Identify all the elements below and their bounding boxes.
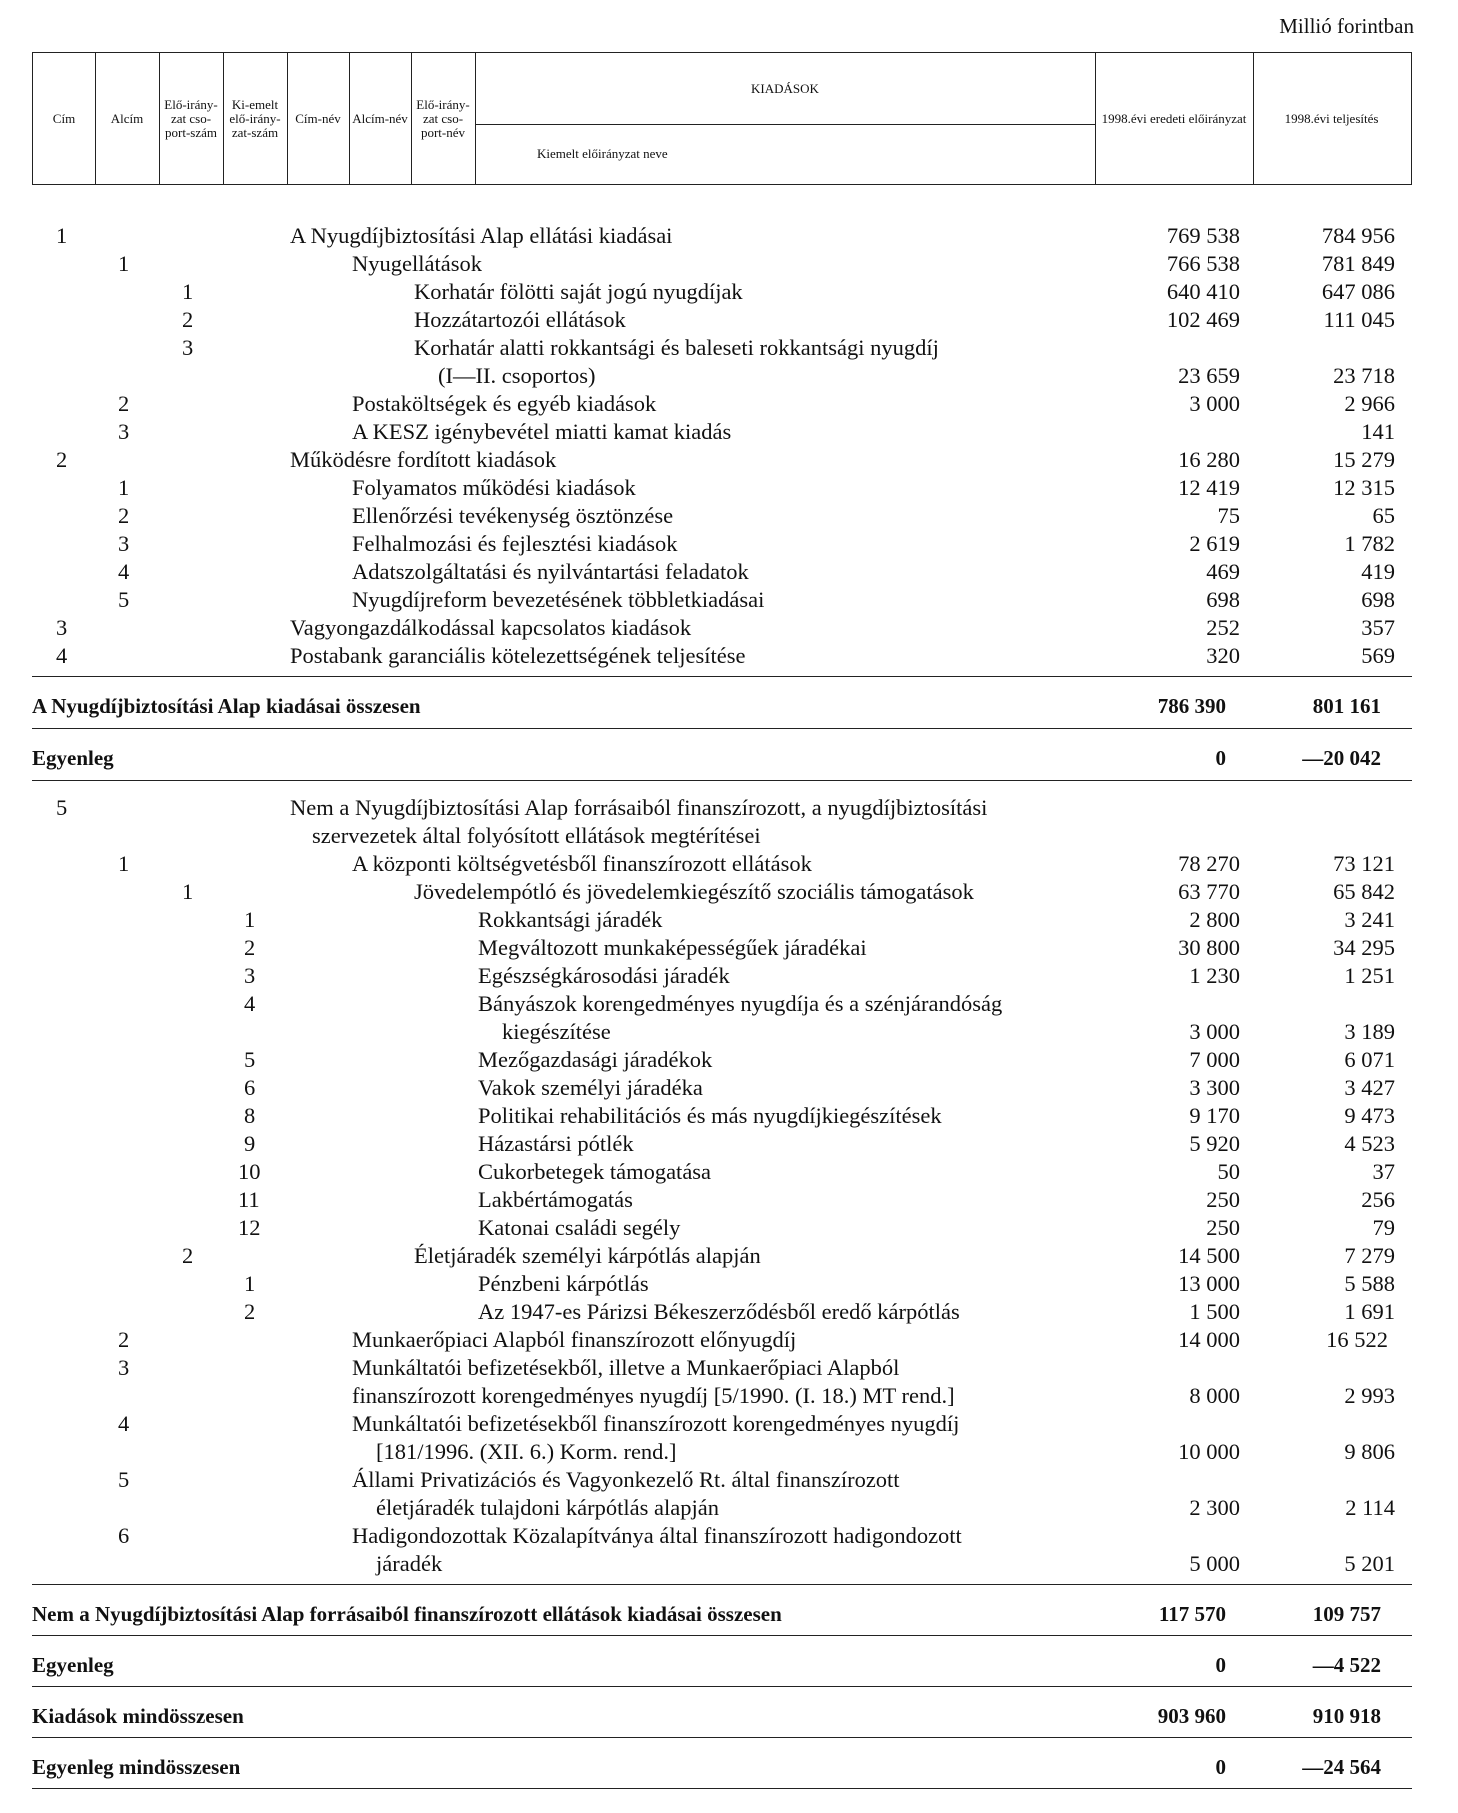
row-label: szervezetek által folyósított ellátások megtérítései [312,823,761,848]
row-value-eredeti: 1 500 [1189,1299,1240,1324]
balance-row [32,728,1412,778]
total-value-eredeti: 786 390 [1157,694,1226,718]
row-label: Cukorbetegek támogatása [478,1159,712,1184]
rule [32,780,1412,781]
row-label: Ellenőrzési tevékenység ösztönzése [352,503,674,528]
row-value-teljesites: 698 [1361,587,1395,612]
row-value-eredeti: 30 800 [1178,935,1240,960]
row-value-eredeti: 252 [1206,615,1240,640]
row-label: Pénzbeni kárpótlás [478,1271,649,1296]
row-number: 3 [118,531,130,556]
row-number: 8 [244,1103,256,1128]
row-value-eredeti: 14 000 [1178,1327,1240,1352]
row-number: 3 [56,615,68,640]
table-row [0,794,1458,822]
row-label: (I—II. csoportos) [438,363,596,388]
row-label: Állami Privatizációs és Vagyonkezelő Rt. által finanszírozott [352,1467,900,1492]
row-value-teljesites: 569 [1361,643,1395,668]
row-number: 1 [244,1271,256,1296]
row-value-eredeti: 1 230 [1189,963,1240,988]
row-value-teljesites: 2 966 [1344,391,1395,416]
total-row [32,1584,1412,1634]
row-label: Munkáltatói befizetésekből finanszírozott korengedményes nyugdíj [352,1411,960,1436]
row-value-eredeti: 2 800 [1189,907,1240,932]
table-row [0,642,1458,670]
table-row [0,962,1458,990]
row-value-eredeti: 766 538 [1166,251,1240,276]
rule [32,1788,1412,1789]
row-value-eredeti: 3 000 [1189,391,1240,416]
row-number: 2 [244,935,256,960]
row-label: Munkaerőpiaci Alapból finanszírozott előnyugdíj [352,1327,797,1352]
row-value-eredeti: 102 469 [1166,307,1240,332]
row-value-eredeti: 250 [1206,1215,1240,1240]
row-label: Nyugellátások [352,251,482,276]
table-row [0,1186,1458,1214]
header-teljesites: 1998.évi teljesítés [1284,110,1379,126]
row-number: 1 [182,879,194,904]
row-label: Folyamatos működési kiadások [352,475,636,500]
table-row [0,878,1458,906]
grand-balance-value-eredeti: 0 [1215,1755,1226,1779]
row-value-teljesites: 1 782 [1344,531,1395,556]
row-value-eredeti: 469 [1206,559,1240,584]
row-value-teljesites: 111 045 [1323,307,1395,332]
row-value-eredeti: 698 [1206,587,1240,612]
balance-value-teljesites: —4 522 [1312,1653,1381,1677]
grand-total-value-teljesites: 910 918 [1312,1704,1381,1728]
table-row [0,334,1458,362]
header-eloiranyzat-csoportnev: Elő-irány-zat cso-port-név [411,53,476,184]
row-number: 11 [238,1187,260,1212]
row-number: 2 [56,447,68,472]
table-header [32,52,1412,185]
total-value-teljesites: 109 757 [1312,1602,1381,1626]
balance-label: Egyenleg [32,746,114,770]
row-label: A KESZ igénybevétel miatti kamat kiadás [352,419,732,444]
table-row [0,558,1458,586]
table-row [0,1298,1458,1326]
row-value-eredeti: 5 920 [1189,1131,1240,1156]
row-value-teljesites: 784 956 [1321,223,1395,248]
row-label: Megváltozott munkaképességűek járadékai [478,935,867,960]
table-row [0,1354,1458,1382]
row-number: 12 [238,1215,261,1240]
table-row [0,1074,1458,1102]
table-row [0,1410,1458,1438]
header-alcimnev: Alcím-név [349,53,412,184]
row-value-teljesites: 141 [1361,419,1395,444]
row-value-eredeti: 2 619 [1189,531,1240,556]
row-label: Életjáradék személyi kárpótlás alapján [414,1243,761,1268]
row-number: 2 [118,1327,130,1352]
row-label: Bányászok korengedményes nyugdíja és a szénjárandóság [478,991,1003,1016]
table-row [0,1522,1458,1550]
row-label: Az 1947-es Párizsi Békeszerződésből eredő kárpótlás [478,1299,960,1324]
row-value-teljesites: 37 [1372,1159,1395,1184]
table-row [0,906,1458,934]
row-number: 2 [182,307,194,332]
table-row [0,1550,1458,1578]
table-row [0,1494,1458,1522]
row-value-eredeti: 3 000 [1189,1019,1240,1044]
row-label: Postaköltségek és egyéb kiadások [352,391,657,416]
row-number: 2 [244,1299,256,1324]
row-number: 2 [118,503,130,528]
balance-label: Egyenleg [32,1653,114,1677]
row-label: kiegészítése [502,1019,611,1044]
row-number: 3 [244,963,256,988]
table-row [0,502,1458,530]
row-label: Vakok személyi járadéka [478,1075,703,1100]
balance-row [32,1635,1412,1685]
table-row [0,1326,1458,1354]
table-row [0,850,1458,878]
row-value-eredeti: 63 770 [1178,879,1240,904]
row-value-eredeti: 12 419 [1178,475,1240,500]
header-kiemelt-eloiranyzat: Ki-emelt elő-irány-zat-szám [223,53,288,184]
table-row [0,250,1458,278]
table-row [0,822,1458,850]
row-value-teljesites: 9 473 [1344,1103,1395,1128]
row-number: 5 [244,1047,256,1072]
header-eredeti-eloiranyzat: 1998.évi eredeti előirányzat [1095,53,1254,184]
row-value-eredeti: 640 410 [1166,279,1240,304]
table-row [0,530,1458,558]
row-label: Munkáltatói befizetésekből, illetve a Munkaerőpiaci Alapból [352,1355,900,1380]
row-value-eredeti: 320 [1206,643,1240,668]
table-row [0,390,1458,418]
balance-value-teljesites: —20 042 [1302,746,1381,770]
table-row [0,222,1458,250]
row-value-teljesites: 2 114 [1345,1495,1395,1520]
row-value-teljesites: 7 279 [1344,1243,1395,1268]
table-row [0,306,1458,334]
row-label: életjáradék tulajdoni kárpótlás alapján [376,1495,719,1520]
row-label: A Nyugdíjbiztosítási Alap ellátási kiadásai [290,223,673,248]
total-label: Nem a Nyugdíjbiztosítási Alap forrásaiból finanszírozott ellátások kiadásai összesen [32,1602,782,1626]
row-number: 1 [118,851,130,876]
row-label: Mezőgazdasági járadékok [478,1047,713,1072]
row-value-teljesites: 5 588 [1344,1271,1395,1296]
row-value-eredeti: 78 270 [1178,851,1240,876]
row-label: Egészségkárosodási járadék [478,963,730,988]
row-number: 6 [118,1523,130,1548]
table-row [0,1270,1458,1298]
table-row [0,1018,1458,1046]
row-value-eredeti: 16 280 [1178,447,1240,472]
row-value-eredeti: 769 538 [1166,223,1240,248]
row-label: finanszírozott korengedményes nyugdíj [5/1990. (I. 18.) MT rend.] [352,1383,955,1408]
header-eloiranyzat-csoport: Elő-irány-zat cso-port-szám [159,53,224,184]
row-label: Nem a Nyugdíjbiztosítási Alap forrásaiból finanszírozott, a nyugdíjbiztosítási [290,795,988,820]
row-value-eredeti: 8 000 [1189,1383,1240,1408]
table-row [0,1242,1458,1270]
table-row [0,418,1458,446]
total-row [32,676,1412,726]
row-label: Korhatár fölötti saját jogú nyugdíjak [414,279,743,304]
total-value-eredeti: 117 570 [1158,1602,1226,1626]
row-value-eredeti: 13 000 [1178,1271,1240,1296]
grand-total-row [32,1686,1412,1736]
balance-value-eredeti: 0 [1215,1653,1226,1677]
row-number: 1 [56,223,68,248]
row-value-teljesites: 256 [1361,1187,1395,1212]
row-label: Hozzátartozói ellátások [414,307,626,332]
row-value-teljesites: 79 [1372,1215,1395,1240]
row-label: Korhatár alatti rokkantsági és baleseti rokkantsági nyugdíj [414,335,939,360]
row-number: 6 [244,1075,256,1100]
row-value-teljesites: 73 121 [1333,851,1395,876]
row-label: Rokkantsági járadék [478,907,663,932]
table-row [0,586,1458,614]
row-number: 5 [118,587,130,612]
row-value-teljesites: 3 189 [1344,1019,1395,1044]
row-number: 5 [118,1467,130,1492]
row-label: Hadigondozottak Közalapítványa által finanszírozott hadigondozott [352,1523,962,1548]
row-value-teljesites: 3 427 [1344,1075,1395,1100]
row-number: 3 [118,1355,130,1380]
row-value-eredeti: 250 [1206,1187,1240,1212]
row-value-teljesites: 12 315 [1333,475,1395,500]
row-value-eredeti: 9 170 [1189,1103,1240,1128]
table-row [0,1466,1458,1494]
row-value-teljesites: 5 201 [1344,1551,1395,1576]
row-value-teljesites: 16 522 [1326,1327,1388,1352]
table-row [0,362,1458,390]
row-value-teljesites: 357 [1361,615,1395,640]
row-value-eredeti: 5 000 [1189,1551,1240,1576]
row-label: Jövedelempótló és jövedelemkiegészítő szociális támogatások [414,879,974,904]
row-value-teljesites: 65 842 [1333,879,1395,904]
row-value-teljesites: 647 086 [1321,279,1395,304]
header-alcim: Alcím [95,53,160,184]
row-value-teljesites: 65 [1372,503,1395,528]
row-value-teljesites: 4 523 [1344,1131,1395,1156]
row-label: Nyugdíjreform bevezetésének többletkiadásai [352,587,765,612]
row-number: 4 [244,991,256,1016]
row-value-eredeti: 23 659 [1178,363,1240,388]
row-number: 5 [56,795,68,820]
table-row [0,614,1458,642]
row-label: Működésre fordított kiadások [290,447,557,472]
row-number: 3 [182,335,194,360]
row-value-teljesites: 9 806 [1344,1439,1395,1464]
row-value-teljesites: 781 849 [1321,251,1395,276]
row-label: Lakbértámogatás [478,1187,633,1212]
row-value-eredeti: 10 000 [1178,1439,1240,1464]
row-number: 1 [244,907,256,932]
grand-total-label: Kiadások mindösszesen [32,1704,244,1728]
row-label: Politikai rehabilitációs és más nyugdíjkiegészítések [478,1103,942,1128]
row-value-teljesites: 6 071 [1344,1047,1395,1072]
row-number: 1 [118,251,130,276]
row-label: Vagyongazdálkodással kapcsolatos kiadások [290,615,692,640]
table-row [0,1214,1458,1242]
table-row [0,1438,1458,1466]
balance-value-eredeti: 0 [1215,746,1226,770]
row-label: A központi költségvetésből finanszírozott ellátások [352,851,812,876]
row-value-teljesites: 419 [1361,559,1395,584]
table-row [0,1382,1458,1410]
row-value-eredeti: 2 300 [1189,1495,1240,1520]
row-label: Felhalmozási és fejlesztési kiadások [352,531,678,556]
row-label: Házastársi pótlék [478,1131,634,1156]
row-number: 1 [182,279,194,304]
grand-total-value-eredeti: 903 960 [1157,1704,1226,1728]
row-value-teljesites: 1 691 [1344,1299,1395,1324]
row-number: 9 [244,1131,256,1156]
header-kiadasok: KIADÁSOK [475,53,1095,125]
row-value-teljesites: 1 251 [1344,963,1395,988]
row-value-eredeti: 14 500 [1178,1243,1240,1268]
table-row [0,1102,1458,1130]
row-value-teljesites: 15 279 [1333,447,1395,472]
grand-balance-label: Egyenleg mindösszesen [32,1755,241,1779]
unit-label: Millió forintban [1279,14,1414,38]
row-value-eredeti: 75 [1217,503,1240,528]
row-number: 1 [118,475,130,500]
row-label: járadék [376,1551,443,1576]
table-row [0,278,1458,306]
header-cimnev: Cím-név [287,53,350,184]
table-row [0,474,1458,502]
table-row [0,1046,1458,1074]
row-label: Adatszolgáltatási és nyilvántartási feladatok [352,559,749,584]
row-number: 3 [118,419,130,444]
table-row [0,990,1458,1018]
row-value-eredeti: 7 000 [1189,1047,1240,1072]
row-label: [181/1996. (XII. 6.) Korm. rend.] [376,1439,677,1464]
total-label: A Nyugdíjbiztosítási Alap kiadásai összesen [32,694,421,718]
row-number: 4 [118,1411,130,1436]
row-label: Postabank garanciális kötelezettségének teljesítése [290,643,746,668]
row-number: 10 [238,1159,261,1184]
row-value-eredeti: 50 [1217,1159,1240,1184]
row-number: 2 [182,1243,194,1268]
row-number: 4 [118,559,130,584]
table-row [0,1130,1458,1158]
row-value-teljesites: 23 718 [1333,363,1395,388]
header-cim: Cím [33,53,96,184]
row-number: 4 [56,643,68,668]
row-number: 2 [118,391,130,416]
total-value-teljesites: 801 161 [1312,694,1381,718]
table-row [0,1158,1458,1186]
grand-balance-row [32,1737,1412,1787]
grand-balance-value-teljesites: —24 564 [1302,1755,1381,1779]
header-kiemelt-nev: Kiemelt előirányzat neve [537,146,668,161]
row-value-eredeti: 3 300 [1189,1075,1240,1100]
table-row [0,934,1458,962]
row-label: Katonai családi segély [478,1215,681,1240]
table-row [0,446,1458,474]
row-value-teljesites: 2 993 [1344,1383,1395,1408]
row-value-teljesites: 3 241 [1344,907,1395,932]
row-value-teljesites: 34 295 [1333,935,1395,960]
